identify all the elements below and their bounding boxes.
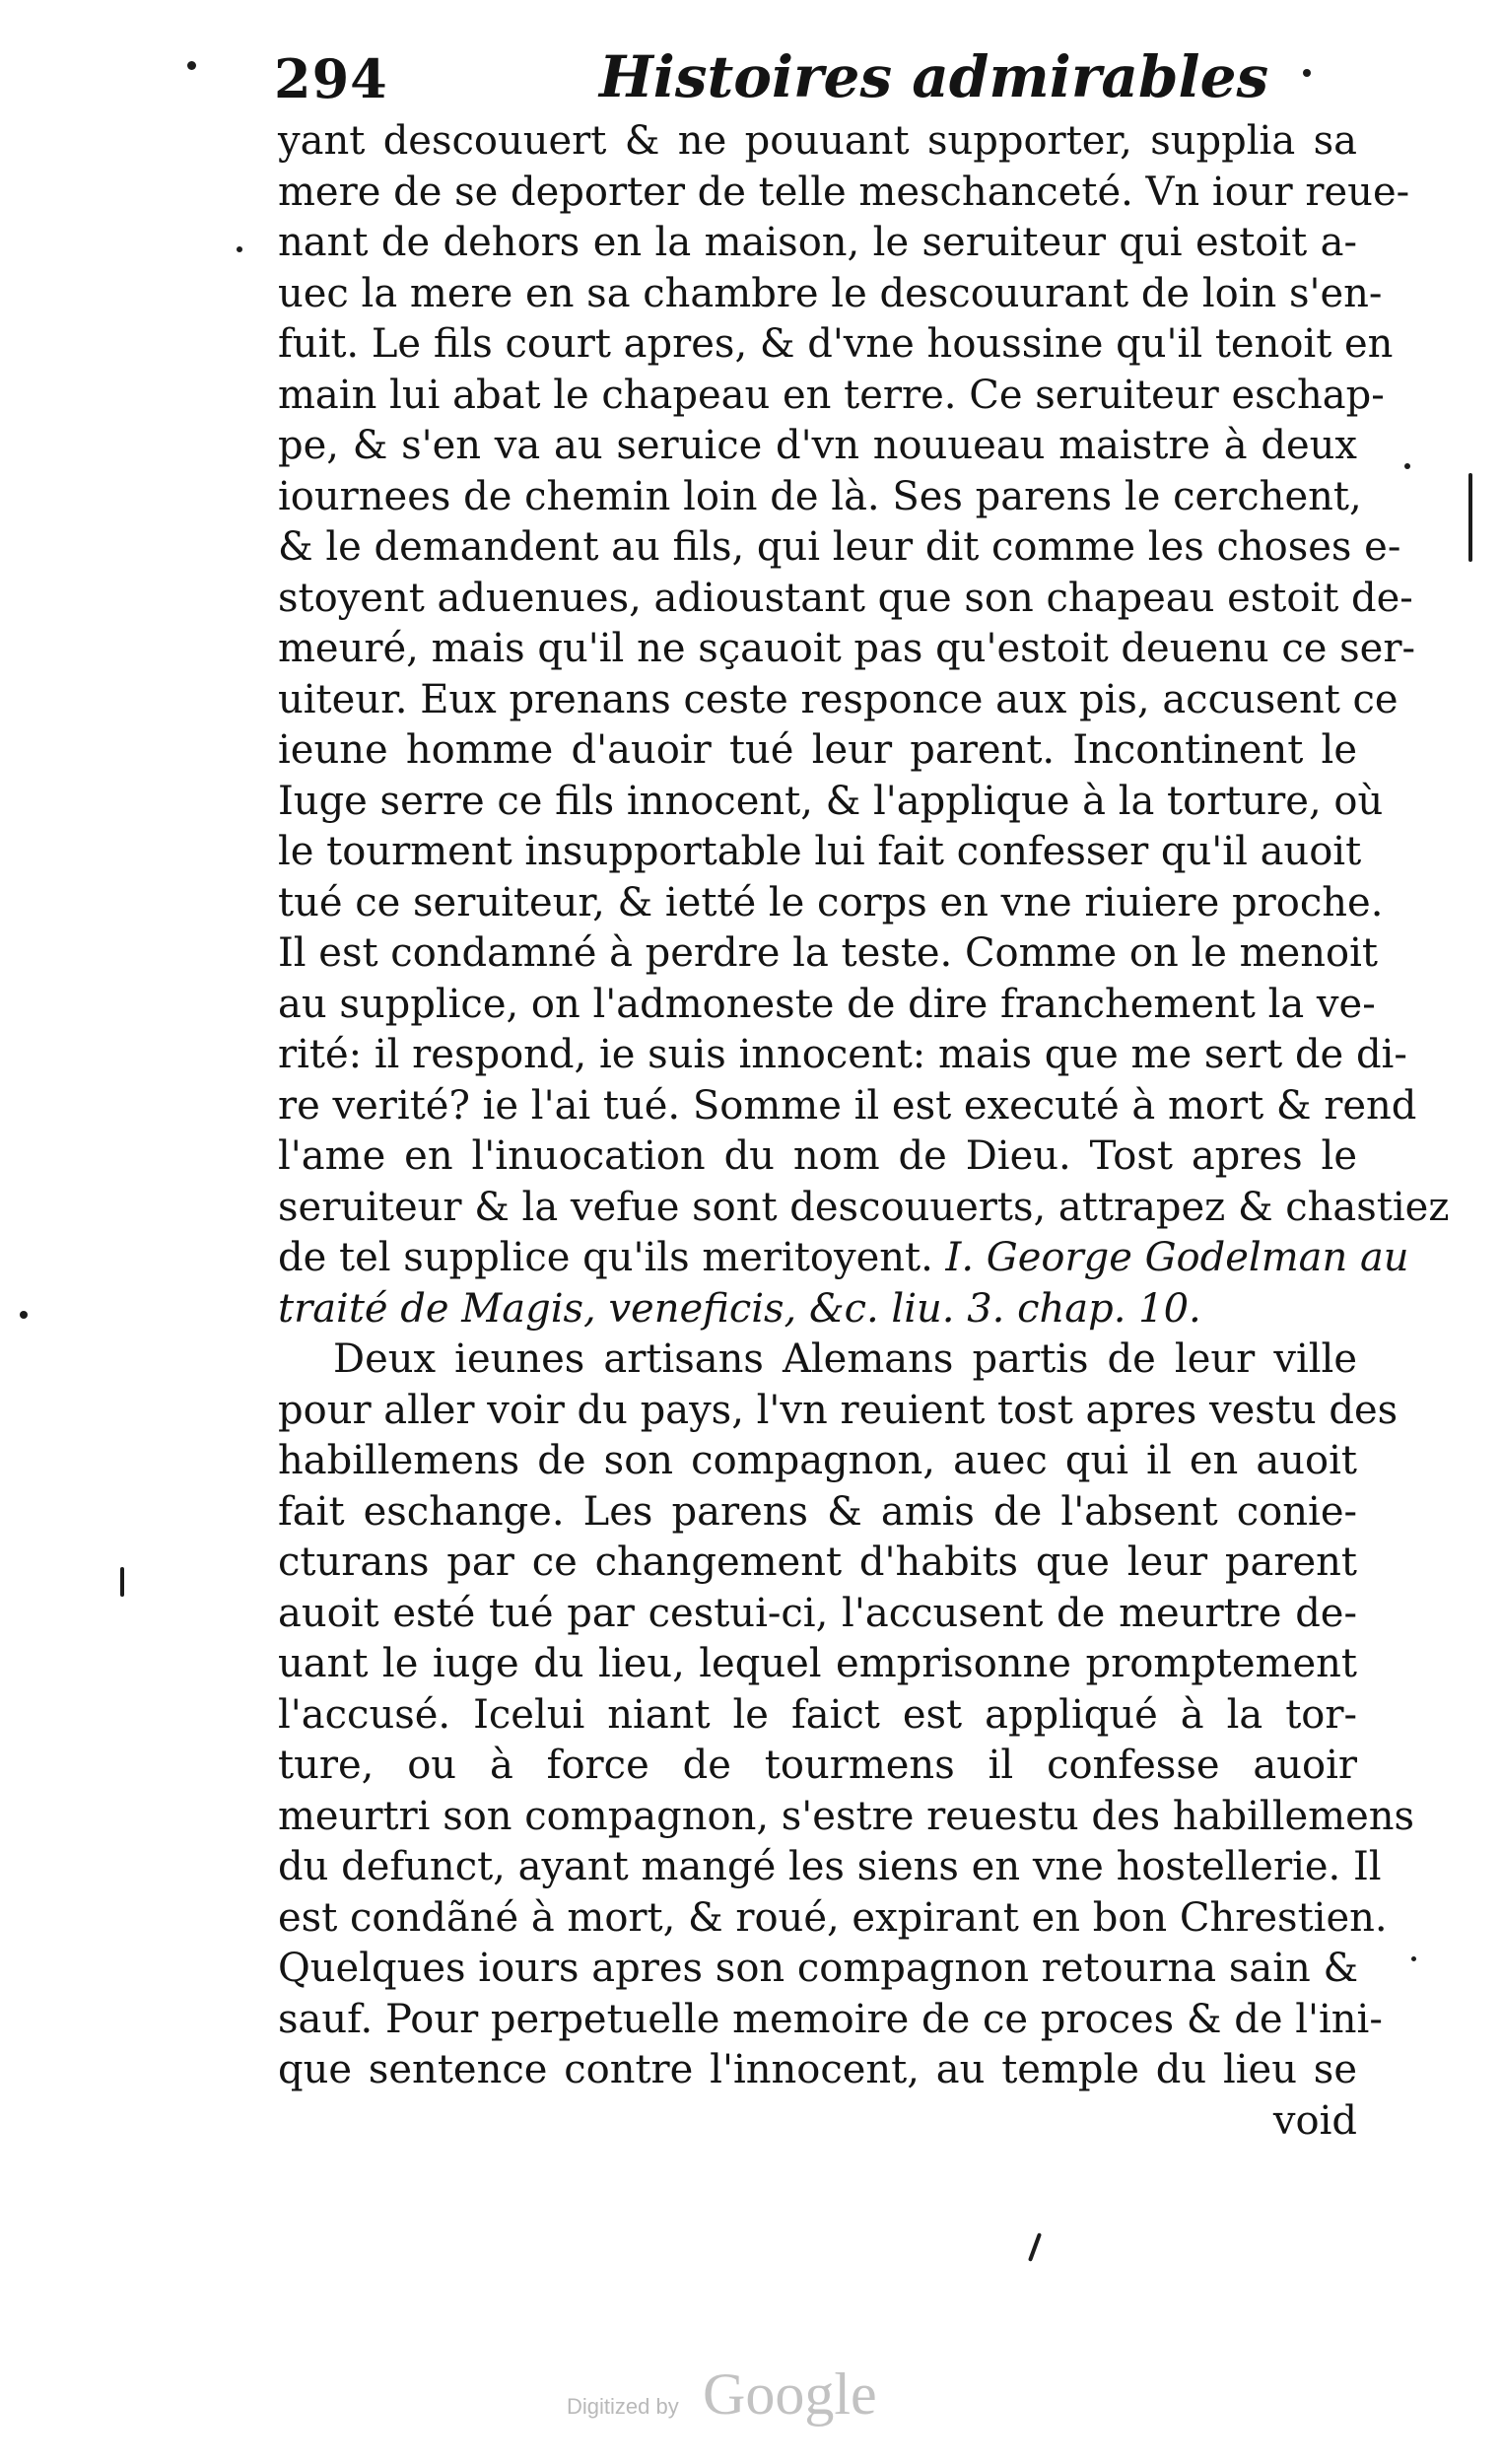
citation-continued: traité de Magis, veneficis, &c. liu. 3. chap. 10. (278, 1285, 1201, 1332)
text-line: seruiteur & la vefue sont descouuerts, attrapez & chastiez (278, 1184, 1450, 1230)
text-line: est condãné à mort, & roué, expirant en bon Chrestien. (278, 1894, 1388, 1941)
text-line: ieune homme d'auoir tué leur parent. Incontinent le (278, 727, 1357, 773)
scan-speck (1404, 463, 1410, 469)
text-line: cturans par ce changement d'habits que leur parent (278, 1540, 1357, 1585)
text-line: que sentence contre l'innocent, au temple du lieu se (278, 2047, 1357, 2092)
text-line: habillemens de son compagnon, auec qui il en auoit (278, 1438, 1357, 1483)
text-line: fait eschange. Les parens & amis de l'absent conie- (278, 1488, 1357, 1535)
text-line: nant de dehors en la maison, le seruiteur qui estoit a- (278, 220, 1357, 265)
text-line: pour aller voir du pays, l'vn reuient tost apres vestu des (278, 1387, 1399, 1433)
scan-speck (1303, 69, 1311, 77)
text-line: le tourment insupportable lui fait confesser qu'il auoit (278, 829, 1362, 874)
text-line: Quelques iours apres son compagnon retourna sain & (278, 1946, 1359, 1991)
text-line: l'ame en l'inuocation du nom de Dieu. Tost apres le (278, 1133, 1357, 1179)
text-line: tué ce seruiteur, & ietté le corps en vne riuiere proche. (278, 879, 1384, 925)
scan-speck (120, 1567, 124, 1597)
text-line: yant descouuert & ne pouuant supporter, supplia sa (278, 118, 1357, 164)
text-line (278, 1233, 1409, 1284)
watermark-logo-text: Google (703, 2361, 877, 2427)
watermark-prefix: Digitized by (567, 2394, 679, 2419)
scan-speck (1411, 1956, 1416, 1961)
paragraph-start: Deux ieunes artisans Alemans partis de leur ville (333, 1336, 1357, 1382)
citation: I. George Godelman au (945, 1235, 1409, 1280)
text-line: meurtri son compagnon, s'estre reuestu des habillemens (278, 1793, 1415, 1839)
text-line: & le demandent au fils, qui leur dit comme les choses e- (278, 524, 1401, 570)
digitization-watermark (567, 2361, 941, 2430)
text-line: main lui abat le chapeau en terre. Ce seruiteur eschap- (278, 372, 1385, 418)
text-line: iournees de chemin loin de là. Ses parens le cerchent, (278, 473, 1362, 519)
text-line: uec la mere en sa chambre le descouurant de loin s'en- (278, 270, 1383, 316)
text-line: re verité? ie l'ai tué. Somme il est executé à mort & rend (278, 1082, 1417, 1129)
text-line: auoit esté tué par cestui-ci, l'accusent de meurtre de- (278, 1590, 1357, 1636)
text-line: Il est condamné à perdre la teste. Comme on le menoit (278, 930, 1378, 976)
scan-speck (1028, 2232, 1042, 2262)
text-line: uant le iuge du lieu, lequel emprisonne promptement (278, 1641, 1357, 1686)
text-line: du defunct, ayant mangé les siens en vne hostellerie. Il (278, 1844, 1382, 1889)
text-line: sauf. Pour perpetuelle memoire de ce proces & de l'ini- (278, 1996, 1383, 2042)
text-line: rité: il respond, ie suis innocent: mais que me sert de di- (278, 1032, 1407, 1077)
text-line: pe, & s'en va au seruice d'vn nouueau maistre à deux (278, 423, 1357, 468)
text-line: au supplice, on l'admoneste de dire franchement la ve- (278, 981, 1376, 1027)
page-header (274, 39, 1358, 118)
text-line: fuit. Le fils court apres, & d'vne houssine qu'il tenoit en (278, 321, 1394, 367)
scan-speck (20, 1311, 28, 1319)
text-line: meuré, mais qu'il ne sçauoit pas qu'estoit deuenu ce ser- (278, 626, 1415, 671)
text-line: ture, ou à force de tourmens il confesse auoir (278, 1743, 1357, 1788)
text-line: uiteur. Eux prenans ceste responce aux pis, accusent ce (278, 676, 1399, 722)
text-line: mere de se deporter de telle meschanceté. Vn iour reue- (278, 169, 1410, 215)
body-text (278, 116, 1450, 2147)
page-number: 294 (274, 47, 388, 110)
catchword: void (1272, 2097, 1357, 2144)
scan-speck (187, 61, 196, 70)
text-line: l'accusé. Icelui niant le faict est appliqué à la tor- (278, 1691, 1357, 1738)
text-line: Iuge serre ce fils innocent, & l'applique à la torture, où (278, 778, 1384, 824)
scan-speck (237, 246, 242, 252)
text-line: stoyent aduenues, adioustant que son chapeau estoit de- (278, 575, 1413, 621)
running-title: Histoires admirables (599, 43, 1269, 110)
scan-speck (1468, 473, 1472, 562)
text-segment: de tel supplice qu'ils meritoyent. (278, 1235, 933, 1280)
